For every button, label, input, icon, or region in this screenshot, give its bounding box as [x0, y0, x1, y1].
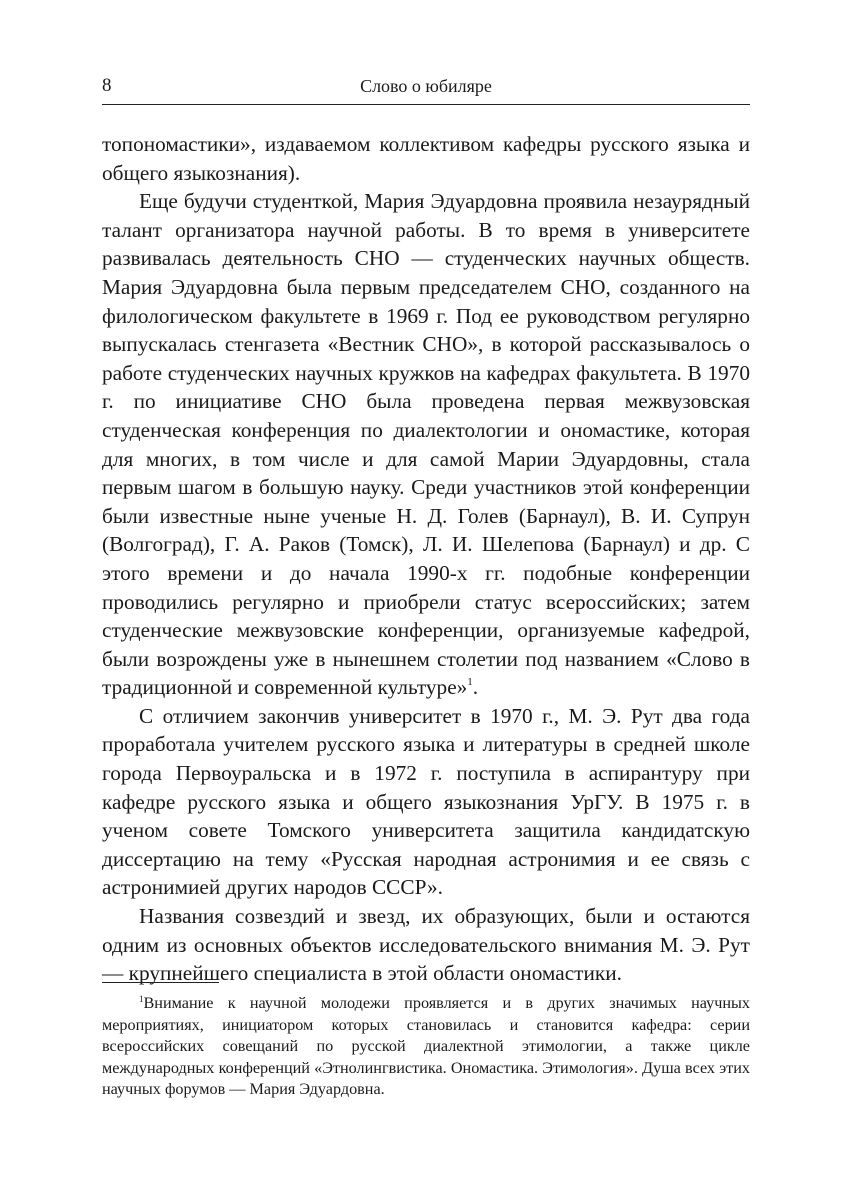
footnote-text: Внимание к научной молодежи проявляется и в других значимых научных мероприятиях, инициатором которых становилась и становится кафедра: серии всероссийских совещаний по русской диалектной этимологии, а также цикле международных конференций «Этнолингвистика. Ономастика. Этимология». Душа всех этих научных форумов — Мария Эдуардовна. [102, 994, 750, 1099]
running-title: Слово о юбиляре [360, 76, 492, 96]
footnote [102, 993, 750, 1101]
paragraph-sno [102, 187, 750, 702]
page-header [102, 74, 750, 104]
footnote-marker: 1 [139, 994, 144, 1004]
footnote-paragraph [102, 993, 750, 1101]
paragraph-sno-end: . [472, 675, 479, 700]
paragraph-continuation: топономастики», издаваемом коллективом кафедры русского языка и общего языкознания). [102, 132, 750, 185]
page-number: 8 [102, 75, 112, 96]
paragraph-sno-text: Еще будучи студенткой, Мария Эдуардовна проявила незаурядный талант организатора научной работы. В то время в университете развивалась деятельность СНО — студенческих научных обществ. Мария Эдуардовна была первым председателем СНО, созданного на филологическом факультете в 1969 г. Под ее руководством регулярно выпускалась стенгазета «Вестник СНО», в которой рассказывалось о работе студенческих научных кружков на кафедрах факультета. В 1970 г. по инициативе СНО была проведена первая межвузовская студенческая конференция по диалектологии и ономастике, которая для многих, в том числе и для самой Марии Эдуардовны, стала первым шагом в большую науку. Среди участников этой конференции были известные ныне ученые Н. Д. Голев (Барнаул), В. И. Супрун (Волгоград), Г. А. Раков (Томск), Л. И. Шелепова (Барнаул) и др. С этого времени и до начала 1990-х гг. подобные конференции проводились регулярно и приобрели статус всероссийских; затем студенческие межвузовские конференции, организуемые кафедрой, были возрождены уже в нынешнем столетии под названием «Слово в традиционной и современной культуре» [102, 189, 750, 700]
header-rule [102, 104, 750, 105]
paragraph-constellations: Названия созвездий и звезд, их образующих, были и остаются одним из основных объектов исследовательского внимания М. Э. Рут — крупнейшего специалиста в этой области ономастики. [102, 904, 750, 986]
footnote-rule [102, 982, 219, 983]
footnote-reference[interactable]: 1 [467, 676, 473, 689]
paragraph-career: С отличием закончив университет в 1970 г., М. Э. Рут два года проработала учителем русского языка и литературы в средней школе города Первоуральска и в 1972 г. поступила в аспирантуру при кафедре русского языка и общего языкознания УрГУ. В 1975 г. в ученом совете Томского университета защитила кандидатскую диссертацию на тему «Русская народная астронимия и ее связь с астронимией других народов СССР». [102, 703, 750, 900]
main-text [102, 130, 750, 988]
